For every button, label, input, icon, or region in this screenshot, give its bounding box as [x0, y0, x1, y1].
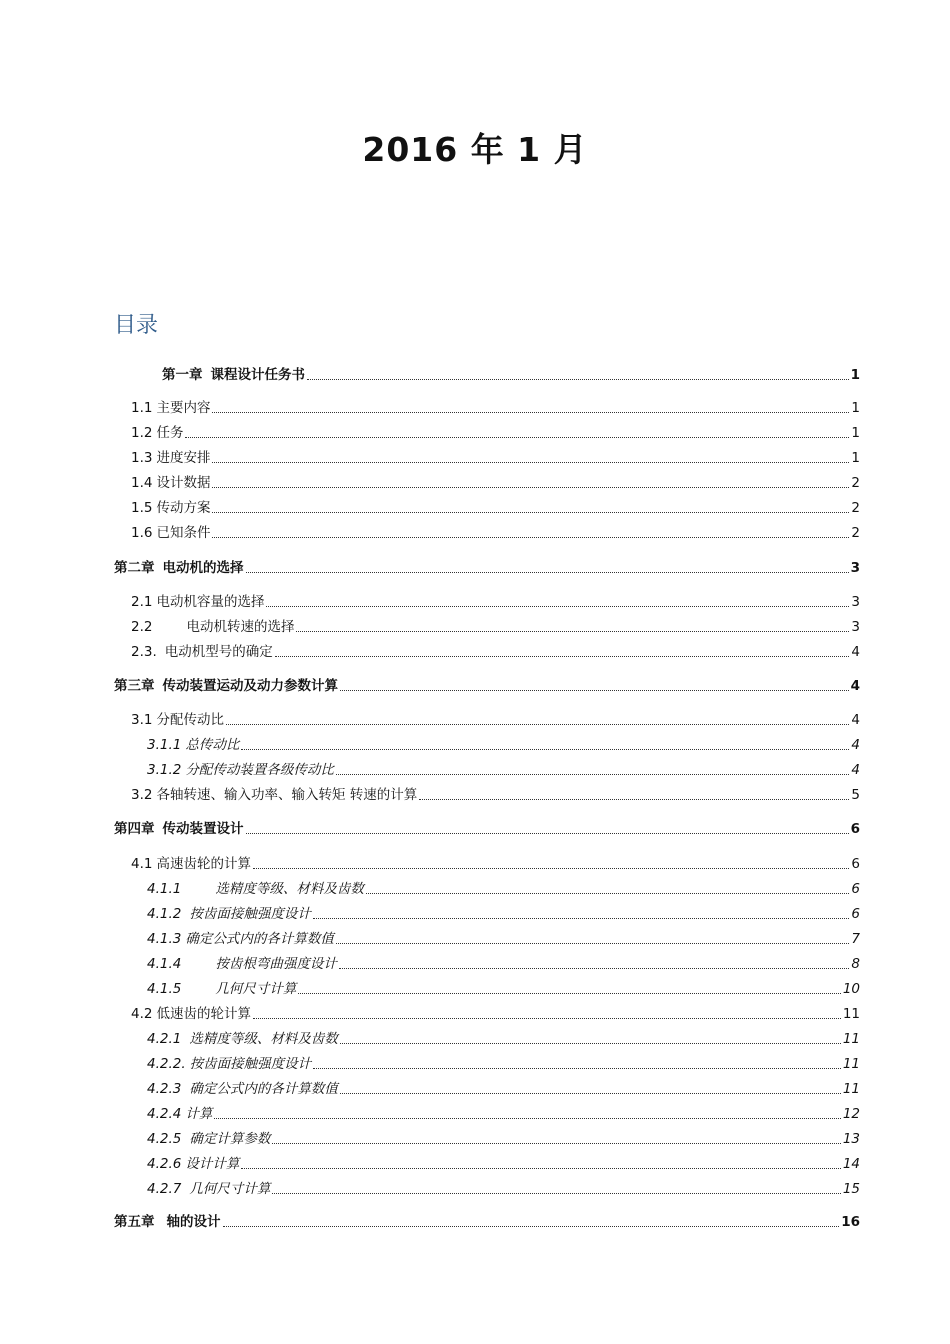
- toc-entry-page: 5: [851, 787, 860, 803]
- toc-entry-number: 4.1.2: [147, 906, 182, 922]
- toc-entry-number: 4.2: [131, 1006, 153, 1022]
- toc-entry-4-1-3[interactable]: [0, 928, 860, 948]
- toc-leader-dots: [246, 572, 849, 573]
- toc-entry-number: 4.2.3: [147, 1081, 182, 1097]
- toc-entry-page: 6: [850, 821, 860, 837]
- toc-entry-label: 按齿面接触强度设计: [189, 906, 311, 922]
- toc-entry-2-1[interactable]: [0, 591, 860, 611]
- toc-entry-number: 2.3.: [131, 644, 157, 660]
- toc-entry-number: 1.6: [131, 525, 153, 541]
- toc-entry-label: 几何尺寸计算: [189, 1181, 271, 1197]
- toc-entry-page: 11: [842, 1056, 860, 1072]
- toc-entry-number: 4.1.1: [147, 881, 182, 897]
- toc-entry-3-1-2[interactable]: [0, 759, 860, 779]
- toc-leader-dots: [253, 868, 849, 869]
- toc-entry-page: 6: [851, 906, 860, 922]
- toc-entry-chapter-4[interactable]: [0, 818, 860, 838]
- toc-entry-label: 进度安排: [156, 450, 211, 466]
- toc-leader-dots: [246, 833, 849, 834]
- toc-entry-4-2-1[interactable]: [0, 1028, 860, 1048]
- toc-entry-page: 4: [851, 712, 860, 728]
- toc-leader-dots: [241, 1168, 840, 1169]
- toc-leader-dots: [340, 1043, 841, 1044]
- toc-leader-dots: [185, 437, 849, 438]
- toc-entry-page: 2: [851, 525, 860, 541]
- toc-entry-page: 11: [842, 1031, 860, 1047]
- toc-entry-label: 高速齿轮的计算: [156, 856, 251, 872]
- toc-entry-label: 确定公式内的各计算数值: [185, 931, 334, 947]
- toc-entry-number: 1.4: [131, 475, 153, 491]
- toc-entry-page: 7: [851, 931, 860, 947]
- toc-entry-number: 4.2.2.: [147, 1056, 186, 1072]
- toc-entry-page: 2: [851, 475, 860, 491]
- toc-entry-number: 4.1.4: [147, 956, 182, 972]
- toc-entry-3-2[interactable]: [0, 784, 860, 804]
- toc-entry-page: 8: [851, 956, 860, 972]
- toc-leader-dots: [340, 690, 849, 691]
- toc-entry-page: 6: [851, 881, 860, 897]
- toc-entry-page: 3: [851, 594, 860, 610]
- toc-leader-dots: [253, 1018, 841, 1019]
- toc-entry-number: 1.2: [131, 425, 153, 441]
- toc-entry-number: 2.1: [131, 594, 153, 610]
- toc-entry-number: 第一章: [162, 367, 203, 383]
- toc-leader-dots: [339, 968, 850, 969]
- toc-entry-label: 分配传动比: [156, 712, 224, 728]
- toc-leader-dots: [340, 1093, 841, 1094]
- toc-leader-dots: [336, 774, 850, 775]
- toc-entry-4-1[interactable]: [0, 853, 860, 873]
- toc-entry-label: 传动装置运动及动力参数计算: [162, 678, 338, 694]
- toc-leader-dots: [298, 993, 840, 994]
- toc-entry-4-2-2[interactable]: [0, 1053, 860, 1073]
- toc-entry-page: 15: [842, 1181, 860, 1197]
- toc-entry-number: 4.1.5: [147, 981, 182, 997]
- toc-leader-dots: [212, 462, 849, 463]
- toc-entry-number: 2.2: [131, 619, 153, 635]
- toc-entry-chapter-2[interactable]: [0, 557, 860, 577]
- toc-entry-2-2[interactable]: [0, 616, 860, 636]
- toc-entry-number: 4.1: [131, 856, 153, 872]
- toc-entry-label: 传动方案: [156, 500, 211, 516]
- toc-entry-label: 各轴转速、输入功率、输入转矩 转速的计算: [156, 787, 418, 803]
- toc-entry-chapter-3[interactable]: [0, 675, 860, 695]
- toc-entry-4-2-5[interactable]: [0, 1128, 860, 1148]
- toc-entry-label: 确定计算参数: [189, 1131, 271, 1147]
- toc-entry-number: 4.2.1: [147, 1031, 182, 1047]
- toc-entry-page: 1: [850, 367, 860, 383]
- toc-entry-1-1[interactable]: [0, 397, 860, 417]
- toc-leader-dots: [241, 749, 849, 750]
- toc-entry-4-1-5[interactable]: [0, 978, 860, 998]
- toc-entry-number: 3.1.2: [147, 762, 182, 778]
- toc-entry-label: 电动机型号的确定: [164, 644, 273, 660]
- toc-entry-4-2[interactable]: [0, 1003, 860, 1023]
- toc-entry-1-3[interactable]: [0, 447, 860, 467]
- toc-entry-4-2-3[interactable]: [0, 1078, 860, 1098]
- toc-entry-label: 课程设计任务书: [210, 367, 305, 383]
- toc-entry-4-2-4[interactable]: [0, 1103, 860, 1123]
- toc-entry-label: 按齿根弯曲强度设计: [215, 956, 337, 972]
- toc-entry-number: 第五章: [114, 1214, 155, 1230]
- toc-entry-page: 13: [842, 1131, 860, 1147]
- toc-entry-page: 1: [851, 425, 860, 441]
- toc-entry-label: 电动机转速的选择: [186, 619, 295, 635]
- toc-entry-chapter-1[interactable]: [0, 364, 860, 384]
- toc-leader-dots: [419, 799, 849, 800]
- toc-entry-number: 第四章: [114, 821, 155, 837]
- toc-entry-number: 3.1.1: [147, 737, 182, 753]
- toc-entry-label: 按齿面接触强度设计: [189, 1056, 312, 1072]
- toc-entry-label: 选精度等级、材料及齿数: [189, 1031, 338, 1047]
- toc-entry-label: 计算: [185, 1106, 213, 1122]
- toc-entry-page: 12: [842, 1106, 860, 1122]
- toc-entry-number: 4.2.7: [147, 1181, 182, 1197]
- toc-entry-number: 4.2.6: [147, 1156, 182, 1172]
- toc-entry-label: 电动机容量的选择: [156, 594, 265, 610]
- toc-entry-number: 1.1: [131, 400, 153, 416]
- toc-entry-page: 3: [850, 560, 860, 576]
- toc-entry-label: 主要内容: [156, 400, 211, 416]
- toc-entry-number: 3.1: [131, 712, 153, 728]
- toc-entry-4-1-1[interactable]: [0, 878, 860, 898]
- toc-entry-number: 4.2.4: [147, 1106, 182, 1122]
- toc-entry-page: 6: [851, 856, 860, 872]
- toc-entry-number: 1.5: [131, 500, 153, 516]
- toc-entry-label: 选精度等级、材料及齿数: [215, 881, 364, 897]
- toc-heading: 目录: [114, 313, 159, 338]
- toc-entry-page: 2: [851, 500, 860, 516]
- toc-leader-dots: [307, 379, 849, 380]
- toc-leader-dots: [226, 724, 849, 725]
- toc-leader-dots: [223, 1226, 840, 1227]
- toc-entry-page: 4: [851, 644, 860, 660]
- toc-leader-dots: [296, 631, 849, 632]
- toc-entry-page: 16: [841, 1214, 860, 1230]
- toc-leader-dots: [212, 412, 849, 413]
- toc-entry-3-1-1[interactable]: [0, 734, 860, 754]
- toc-entry-page: 1: [851, 450, 860, 466]
- toc-entry-label: 总传动比: [185, 737, 240, 753]
- toc-leader-dots: [272, 1143, 840, 1144]
- toc-leader-dots: [336, 943, 850, 944]
- toc-entry-number: 4.1.3: [147, 931, 182, 947]
- toc-leader-dots: [266, 606, 849, 607]
- toc-leader-dots: [313, 1068, 841, 1069]
- toc-entry-label: 轴的设计: [166, 1214, 221, 1230]
- toc-leader-dots: [366, 893, 850, 894]
- toc-entry-page: 10: [842, 981, 860, 997]
- toc-entry-page: 4: [851, 737, 860, 753]
- toc-leader-dots: [212, 512, 849, 513]
- toc-entry-number: 第三章: [114, 678, 155, 694]
- toc-entry-1-4[interactable]: [0, 472, 860, 492]
- date-title: 2016 年 1 月: [362, 130, 588, 169]
- toc-entry-label: 确定公式内的各计算数值: [189, 1081, 338, 1097]
- toc-entry-page: 14: [842, 1156, 860, 1172]
- toc-entry-label: 低速齿的轮计算: [156, 1006, 251, 1022]
- toc-entry-page: 3: [851, 619, 860, 635]
- toc-entry-4-2-7[interactable]: [0, 1178, 860, 1198]
- toc-entry-4-1-4[interactable]: [0, 953, 860, 973]
- toc-leader-dots: [212, 537, 849, 538]
- toc-leader-dots: [313, 918, 850, 919]
- toc-entry-label: 设计计算: [185, 1156, 240, 1172]
- toc-leader-dots: [275, 656, 850, 657]
- toc-entry-page: 4: [850, 678, 860, 694]
- toc-entry-label: 已知条件: [156, 525, 211, 541]
- toc-leader-dots: [214, 1118, 840, 1119]
- toc-leader-dots: [272, 1193, 840, 1194]
- toc-entry-page: 11: [842, 1081, 860, 1097]
- toc-entry-1-2[interactable]: [0, 422, 860, 442]
- toc-entry-page: 11: [842, 1006, 860, 1022]
- toc-entry-page: 4: [851, 762, 860, 778]
- toc-entry-1-6[interactable]: [0, 522, 860, 542]
- toc-entry-number: 4.2.5: [147, 1131, 182, 1147]
- toc-entry-1-5[interactable]: [0, 497, 860, 517]
- toc-entry-label: 分配传动装置各级传动比: [185, 762, 334, 778]
- toc-entry-chapter-5[interactable]: [0, 1211, 860, 1231]
- toc-leader-dots: [212, 487, 849, 488]
- toc-entry-number: 第二章: [114, 560, 155, 576]
- toc-entry-3-1[interactable]: [0, 709, 860, 729]
- toc-entry-label: 电动机的选择: [162, 560, 244, 576]
- toc-entry-label: 任务: [156, 425, 184, 441]
- toc-entry-label: 几何尺寸计算: [215, 981, 297, 997]
- toc-entry-number: 1.3: [131, 450, 153, 466]
- toc-entry-2-3[interactable]: [0, 641, 860, 661]
- toc-entry-number: 3.2: [131, 787, 153, 803]
- toc-entry-page: 1: [851, 400, 860, 416]
- toc-entry-4-2-6[interactable]: [0, 1153, 860, 1173]
- toc-entry-label: 传动装置设计: [162, 821, 244, 837]
- toc-entry-label: 设计数据: [156, 475, 211, 491]
- toc-entry-4-1-2[interactable]: [0, 903, 860, 923]
